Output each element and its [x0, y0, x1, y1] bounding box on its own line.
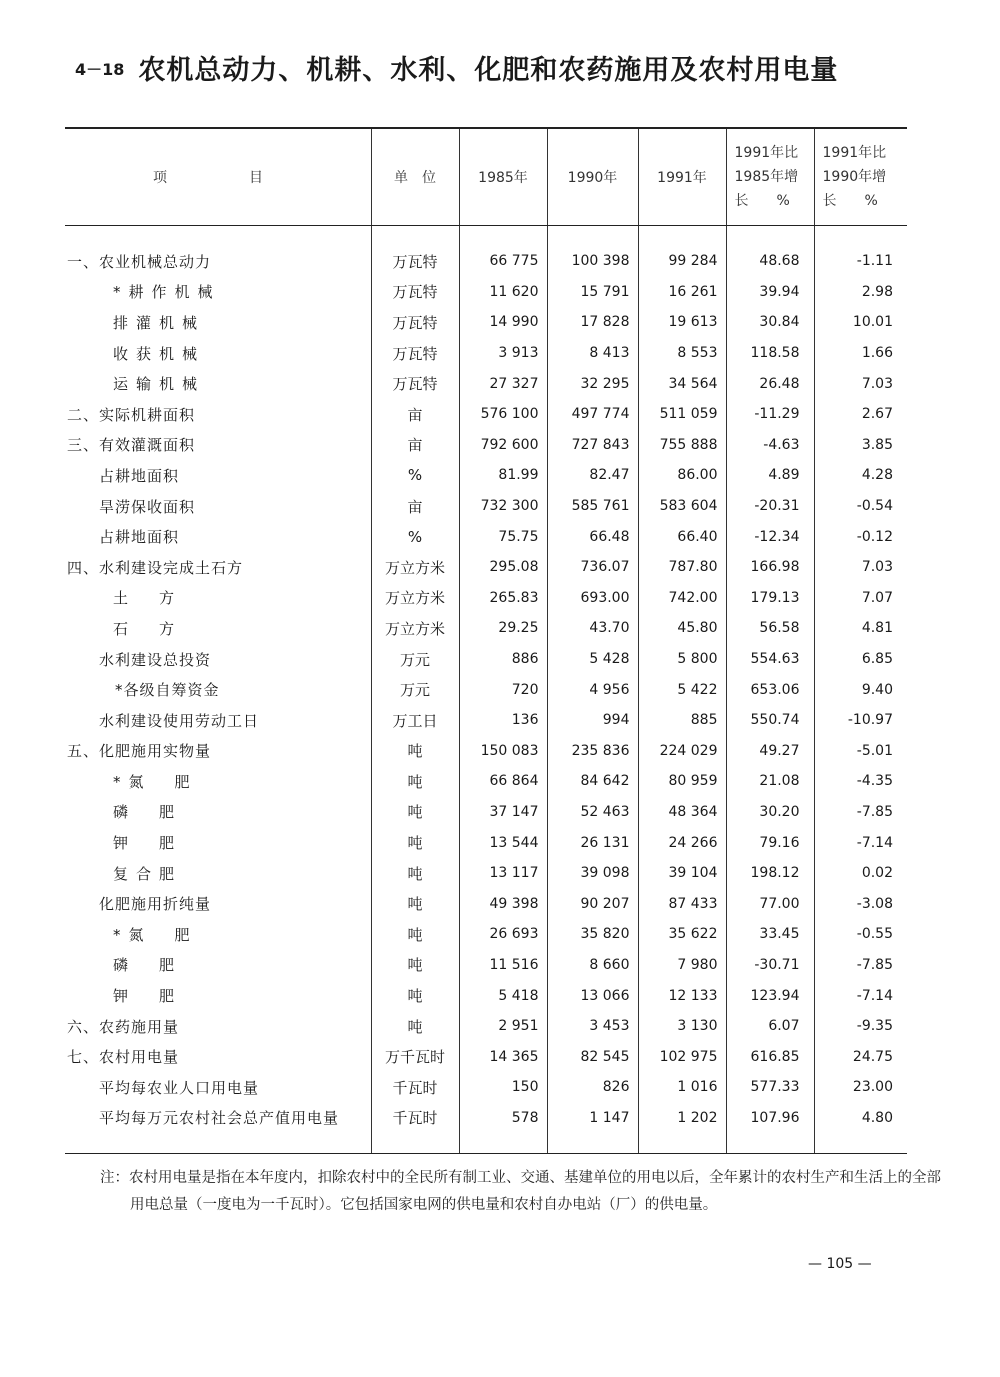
footnote: 注：农村用电量是指在本年度内，扣除农村中的全民所有制工业、交通、基建单位的用电以后，全年累计的农村生产和生活上的全部用电总量（一度电为一千瓦时）。它包括国家电网的供电量和农村自办电站（厂）的供电量。	[100, 1170, 941, 1213]
row-unit: 万瓦特	[371, 338, 459, 369]
row-growth-vs-1990: 1.66	[814, 338, 907, 369]
row-value-1990: 90 207	[547, 888, 638, 919]
row-value-1985: 13 544	[459, 827, 547, 858]
header-1985: 1985年	[459, 128, 547, 226]
row-value-1991: 8 553	[638, 338, 726, 369]
row-item-name: 四、水利建设完成土石方	[67, 558, 244, 577]
row-value-1985: 265.83	[459, 583, 547, 614]
row-value-1985: 886	[459, 644, 547, 675]
row-item-name: 收获机械	[113, 344, 206, 363]
row-growth-vs-1990: 3.85	[814, 430, 907, 461]
row-item-name: 水利建设总投资	[99, 650, 212, 669]
row-growth-vs-1990: -0.55	[814, 919, 907, 950]
row-value-1991: 102 975	[638, 1041, 726, 1072]
row-value-1990: 693.00	[547, 583, 638, 614]
table-row	[65, 338, 907, 369]
row-unit: 吨	[371, 950, 459, 981]
row-item-name: 石 方	[113, 619, 183, 638]
row-item-name: 钾 肥	[113, 987, 183, 1006]
row-value-1991: 1 016	[638, 1072, 726, 1103]
row-growth-vs-1985: -20.31	[726, 491, 814, 522]
row-value-1990: 26 131	[547, 827, 638, 858]
page-number: — 105 —	[808, 1256, 872, 1272]
row-unit: 吨	[371, 827, 459, 858]
row-value-1985: 5 418	[459, 980, 547, 1011]
row-value-1990: 43.70	[547, 613, 638, 644]
row-growth-vs-1985: 577.33	[726, 1072, 814, 1103]
row-value-1990: 100 398	[547, 246, 638, 277]
row-unit: 万工日	[371, 705, 459, 736]
row-value-1985: 3 913	[459, 338, 547, 369]
row-value-1990: 17 828	[547, 307, 638, 338]
row-unit: 万千瓦时	[371, 1041, 459, 1072]
row-value-1985: 81.99	[459, 460, 547, 491]
row-value-1985: 578	[459, 1103, 547, 1134]
row-growth-vs-1990: -4.35	[814, 766, 907, 797]
table-row	[65, 613, 907, 644]
row-value-1991: 86.00	[638, 460, 726, 491]
row-value-1991: 34 564	[638, 368, 726, 399]
row-growth-vs-1985: -4.63	[726, 430, 814, 461]
row-item-name: *各级自筹资金	[99, 681, 220, 700]
row-value-1990: 736.07	[547, 552, 638, 583]
table-row	[65, 736, 907, 767]
table-row	[65, 1041, 907, 1072]
row-value-1990: 1 147	[547, 1103, 638, 1134]
row-value-1991: 19 613	[638, 307, 726, 338]
row-value-1985: 792 600	[459, 430, 547, 461]
row-value-1985: 11 620	[459, 277, 547, 308]
row-value-1990: 826	[547, 1072, 638, 1103]
table-row	[65, 583, 907, 614]
row-value-1985: 26 693	[459, 919, 547, 950]
row-item-name: 化肥施用折纯量	[99, 895, 212, 914]
table-row	[65, 460, 907, 491]
row-value-1990: 8 660	[547, 950, 638, 981]
row-value-1991: 66.40	[638, 521, 726, 552]
table-row	[65, 950, 907, 981]
row-growth-vs-1990: 4.28	[814, 460, 907, 491]
table-spacer-row	[65, 226, 907, 247]
row-growth-vs-1985: 79.16	[726, 827, 814, 858]
row-value-1985: 66 864	[459, 766, 547, 797]
row-value-1991: 48 364	[638, 797, 726, 828]
row-item-name: 水利建设使用劳动工日	[99, 711, 260, 730]
row-growth-vs-1985: 39.94	[726, 277, 814, 308]
row-value-1991: 885	[638, 705, 726, 736]
row-growth-vs-1985: 107.96	[726, 1103, 814, 1134]
row-value-1985: 11 516	[459, 950, 547, 981]
row-growth-vs-1985: 26.48	[726, 368, 814, 399]
row-unit: 亩	[371, 430, 459, 461]
row-value-1991: 12 133	[638, 980, 726, 1011]
row-item-name: 七、农村用电量	[67, 1048, 180, 1067]
row-unit: 千瓦时	[371, 1103, 459, 1134]
table-row	[65, 888, 907, 919]
row-growth-vs-1985: 33.45	[726, 919, 814, 950]
row-growth-vs-1990: -9.35	[814, 1011, 907, 1042]
row-growth-vs-1990: 7.03	[814, 368, 907, 399]
row-item-name: 三、有效灌溉面积	[67, 436, 196, 455]
row-value-1990: 35 820	[547, 919, 638, 950]
row-value-1991: 39 104	[638, 858, 726, 889]
table-row	[65, 552, 907, 583]
row-growth-vs-1990: 2.67	[814, 399, 907, 430]
row-growth-vs-1990: -3.08	[814, 888, 907, 919]
row-item-name: 钾 肥	[113, 834, 183, 853]
row-value-1991: 7 980	[638, 950, 726, 981]
row-value-1991: 45.80	[638, 613, 726, 644]
table-row	[65, 674, 907, 705]
row-growth-vs-1990: -7.85	[814, 950, 907, 981]
row-item-name: 磷 肥	[113, 956, 183, 975]
row-unit: 吨	[371, 858, 459, 889]
row-item-name: *氮 肥	[113, 772, 198, 791]
row-item-name: 一、农业机械总动力	[67, 252, 212, 271]
row-growth-vs-1985: 48.68	[726, 246, 814, 277]
table-header-row	[65, 128, 907, 226]
row-item-name: *耕作机械	[113, 283, 221, 302]
row-growth-vs-1985: 166.98	[726, 552, 814, 583]
row-growth-vs-1990: -0.54	[814, 491, 907, 522]
row-growth-vs-1990: 7.03	[814, 552, 907, 583]
row-growth-vs-1990: 2.98	[814, 277, 907, 308]
row-growth-vs-1990: -7.14	[814, 827, 907, 858]
row-value-1991: 511 059	[638, 399, 726, 430]
row-value-1990: 4 956	[547, 674, 638, 705]
table-row	[65, 766, 907, 797]
row-value-1985: 14 990	[459, 307, 547, 338]
row-growth-vs-1985: 30.20	[726, 797, 814, 828]
table-row	[65, 1011, 907, 1042]
table-row	[65, 980, 907, 1011]
row-growth-vs-1985: 653.06	[726, 674, 814, 705]
row-value-1991: 3 130	[638, 1011, 726, 1042]
row-value-1991: 224 029	[638, 736, 726, 767]
row-growth-vs-1990: 10.01	[814, 307, 907, 338]
row-item-name: 五、化肥施用实物量	[67, 742, 212, 761]
table-row	[65, 858, 907, 889]
row-unit: 万立方米	[371, 552, 459, 583]
row-value-1985: 66 775	[459, 246, 547, 277]
row-item-name: 磷 肥	[113, 803, 183, 822]
row-unit: 吨	[371, 919, 459, 950]
row-item-name: 平均每万元农村社会总产值用电量	[99, 1109, 340, 1128]
row-item-name: 土 方	[113, 589, 183, 608]
row-value-1991: 583 604	[638, 491, 726, 522]
table-row	[65, 277, 907, 308]
row-value-1991: 99 284	[638, 246, 726, 277]
row-growth-vs-1990: -7.14	[814, 980, 907, 1011]
row-value-1990: 13 066	[547, 980, 638, 1011]
table-row	[65, 827, 907, 858]
row-growth-vs-1985: 56.58	[726, 613, 814, 644]
row-unit: 万瓦特	[371, 246, 459, 277]
row-value-1985: 720	[459, 674, 547, 705]
row-unit: 万立方米	[371, 613, 459, 644]
row-growth-vs-1985: 179.13	[726, 583, 814, 614]
table-row	[65, 1103, 907, 1134]
row-value-1990: 994	[547, 705, 638, 736]
table-row	[65, 644, 907, 675]
row-item-name: 平均每农业人口用电量	[99, 1078, 260, 1097]
table-row	[65, 919, 907, 950]
row-unit: 万瓦特	[371, 277, 459, 308]
row-growth-vs-1990: 7.07	[814, 583, 907, 614]
table-row	[65, 797, 907, 828]
table-row	[65, 705, 907, 736]
header-unit: 单 位	[371, 128, 459, 226]
row-item-name: 占耕地面积	[99, 466, 180, 485]
row-value-1985: 136	[459, 705, 547, 736]
row-value-1990: 39 098	[547, 858, 638, 889]
row-growth-vs-1985: 554.63	[726, 644, 814, 675]
row-item-name: *氮 肥	[113, 925, 198, 944]
row-value-1985: 49 398	[459, 888, 547, 919]
row-value-1991: 35 622	[638, 919, 726, 950]
row-growth-vs-1990: -5.01	[814, 736, 907, 767]
row-unit: 万立方米	[371, 583, 459, 614]
header-1990: 1990年	[547, 128, 638, 226]
row-growth-vs-1985: 118.58	[726, 338, 814, 369]
table-end-row	[65, 1133, 907, 1154]
table-row	[65, 521, 907, 552]
row-growth-vs-1985: 77.00	[726, 888, 814, 919]
row-value-1990: 66.48	[547, 521, 638, 552]
row-item-name: 复合肥	[113, 864, 183, 883]
table-title	[75, 48, 955, 87]
row-value-1990: 82.47	[547, 460, 638, 491]
row-unit: 吨	[371, 980, 459, 1011]
row-value-1985: 2 951	[459, 1011, 547, 1042]
row-growth-vs-1985: 4.89	[726, 460, 814, 491]
row-unit: %	[371, 521, 459, 552]
header-1991: 1991年	[638, 128, 726, 226]
row-value-1990: 15 791	[547, 277, 638, 308]
row-value-1985: 29.25	[459, 613, 547, 644]
row-unit: %	[371, 460, 459, 491]
row-value-1990: 727 843	[547, 430, 638, 461]
row-growth-vs-1985: 550.74	[726, 705, 814, 736]
row-unit: 亩	[371, 491, 459, 522]
row-value-1991: 5 422	[638, 674, 726, 705]
row-growth-vs-1985: 198.12	[726, 858, 814, 889]
row-unit: 吨	[371, 766, 459, 797]
row-item-name: 旱涝保收面积	[99, 497, 196, 516]
row-value-1990: 497 774	[547, 399, 638, 430]
row-growth-vs-1985: 6.07	[726, 1011, 814, 1042]
table-number: 4－18	[75, 60, 125, 79]
row-value-1990: 8 413	[547, 338, 638, 369]
row-value-1991: 80 959	[638, 766, 726, 797]
row-value-1991: 24 266	[638, 827, 726, 858]
row-item-name: 运输机械	[113, 375, 206, 394]
row-unit: 万瓦特	[371, 307, 459, 338]
row-growth-vs-1985: -11.29	[726, 399, 814, 430]
row-growth-vs-1990: 4.80	[814, 1103, 907, 1134]
header-growth-vs-1990: 1991年比 1990年增 长 %	[814, 128, 907, 226]
row-value-1991: 16 261	[638, 277, 726, 308]
row-value-1990: 82 545	[547, 1041, 638, 1072]
row-value-1985: 150 083	[459, 736, 547, 767]
row-growth-vs-1990: -1.11	[814, 246, 907, 277]
row-value-1985: 295.08	[459, 552, 547, 583]
row-value-1991: 87 433	[638, 888, 726, 919]
row-unit: 吨	[371, 736, 459, 767]
table-row	[65, 307, 907, 338]
row-value-1985: 13 117	[459, 858, 547, 889]
row-value-1985: 150	[459, 1072, 547, 1103]
row-growth-vs-1985: 30.84	[726, 307, 814, 338]
row-value-1990: 5 428	[547, 644, 638, 675]
row-value-1990: 52 463	[547, 797, 638, 828]
table-row	[65, 399, 907, 430]
table-row	[65, 491, 907, 522]
row-unit: 万瓦特	[371, 368, 459, 399]
row-unit: 吨	[371, 1011, 459, 1042]
statistics-table	[65, 127, 907, 1154]
row-value-1991: 5 800	[638, 644, 726, 675]
row-growth-vs-1985: 49.27	[726, 736, 814, 767]
row-value-1990: 585 761	[547, 491, 638, 522]
row-item-name: 二、实际机耕面积	[67, 405, 196, 424]
row-unit: 吨	[371, 888, 459, 919]
row-growth-vs-1985: 21.08	[726, 766, 814, 797]
header-item: 项 目	[65, 128, 371, 226]
row-value-1985: 576 100	[459, 399, 547, 430]
table-row	[65, 430, 907, 461]
row-value-1990: 84 642	[547, 766, 638, 797]
row-unit: 吨	[371, 797, 459, 828]
table-row	[65, 368, 907, 399]
row-value-1990: 235 836	[547, 736, 638, 767]
row-value-1991: 742.00	[638, 583, 726, 614]
table-row	[65, 1072, 907, 1103]
table-row	[65, 246, 907, 277]
row-growth-vs-1985: -12.34	[726, 521, 814, 552]
row-growth-vs-1985: 616.85	[726, 1041, 814, 1072]
row-value-1985: 14 365	[459, 1041, 547, 1072]
row-value-1991: 787.80	[638, 552, 726, 583]
header-growth-vs-1985: 1991年比 1985年增 长 %	[726, 128, 814, 226]
row-growth-vs-1990: 23.00	[814, 1072, 907, 1103]
row-item-name: 占耕地面积	[99, 528, 180, 547]
row-growth-vs-1990: -10.97	[814, 705, 907, 736]
row-unit: 亩	[371, 399, 459, 430]
row-growth-vs-1990: 0.02	[814, 858, 907, 889]
row-unit: 千瓦时	[371, 1072, 459, 1103]
row-value-1985: 37 147	[459, 797, 547, 828]
row-value-1990: 3 453	[547, 1011, 638, 1042]
row-growth-vs-1990: 6.85	[814, 644, 907, 675]
row-growth-vs-1985: 123.94	[726, 980, 814, 1011]
row-item-name: 六、农药施用量	[67, 1017, 180, 1036]
row-growth-vs-1990: 9.40	[814, 674, 907, 705]
row-value-1985: 732 300	[459, 491, 547, 522]
row-growth-vs-1990: -0.12	[814, 521, 907, 552]
row-growth-vs-1990: 4.81	[814, 613, 907, 644]
row-growth-vs-1985: -30.71	[726, 950, 814, 981]
row-value-1985: 75.75	[459, 521, 547, 552]
row-value-1990: 32 295	[547, 368, 638, 399]
row-growth-vs-1990: -7.85	[814, 797, 907, 828]
row-unit: 万元	[371, 674, 459, 705]
row-growth-vs-1990: 24.75	[814, 1041, 907, 1072]
row-value-1985: 27 327	[459, 368, 547, 399]
table-title-text: 农机总动力、机耕、水利、化肥和农药施用及农村用电量	[138, 55, 839, 86]
row-item-name: 排灌机械	[113, 313, 206, 332]
row-value-1991: 1 202	[638, 1103, 726, 1134]
row-unit: 万元	[371, 644, 459, 675]
row-value-1991: 755 888	[638, 430, 726, 461]
